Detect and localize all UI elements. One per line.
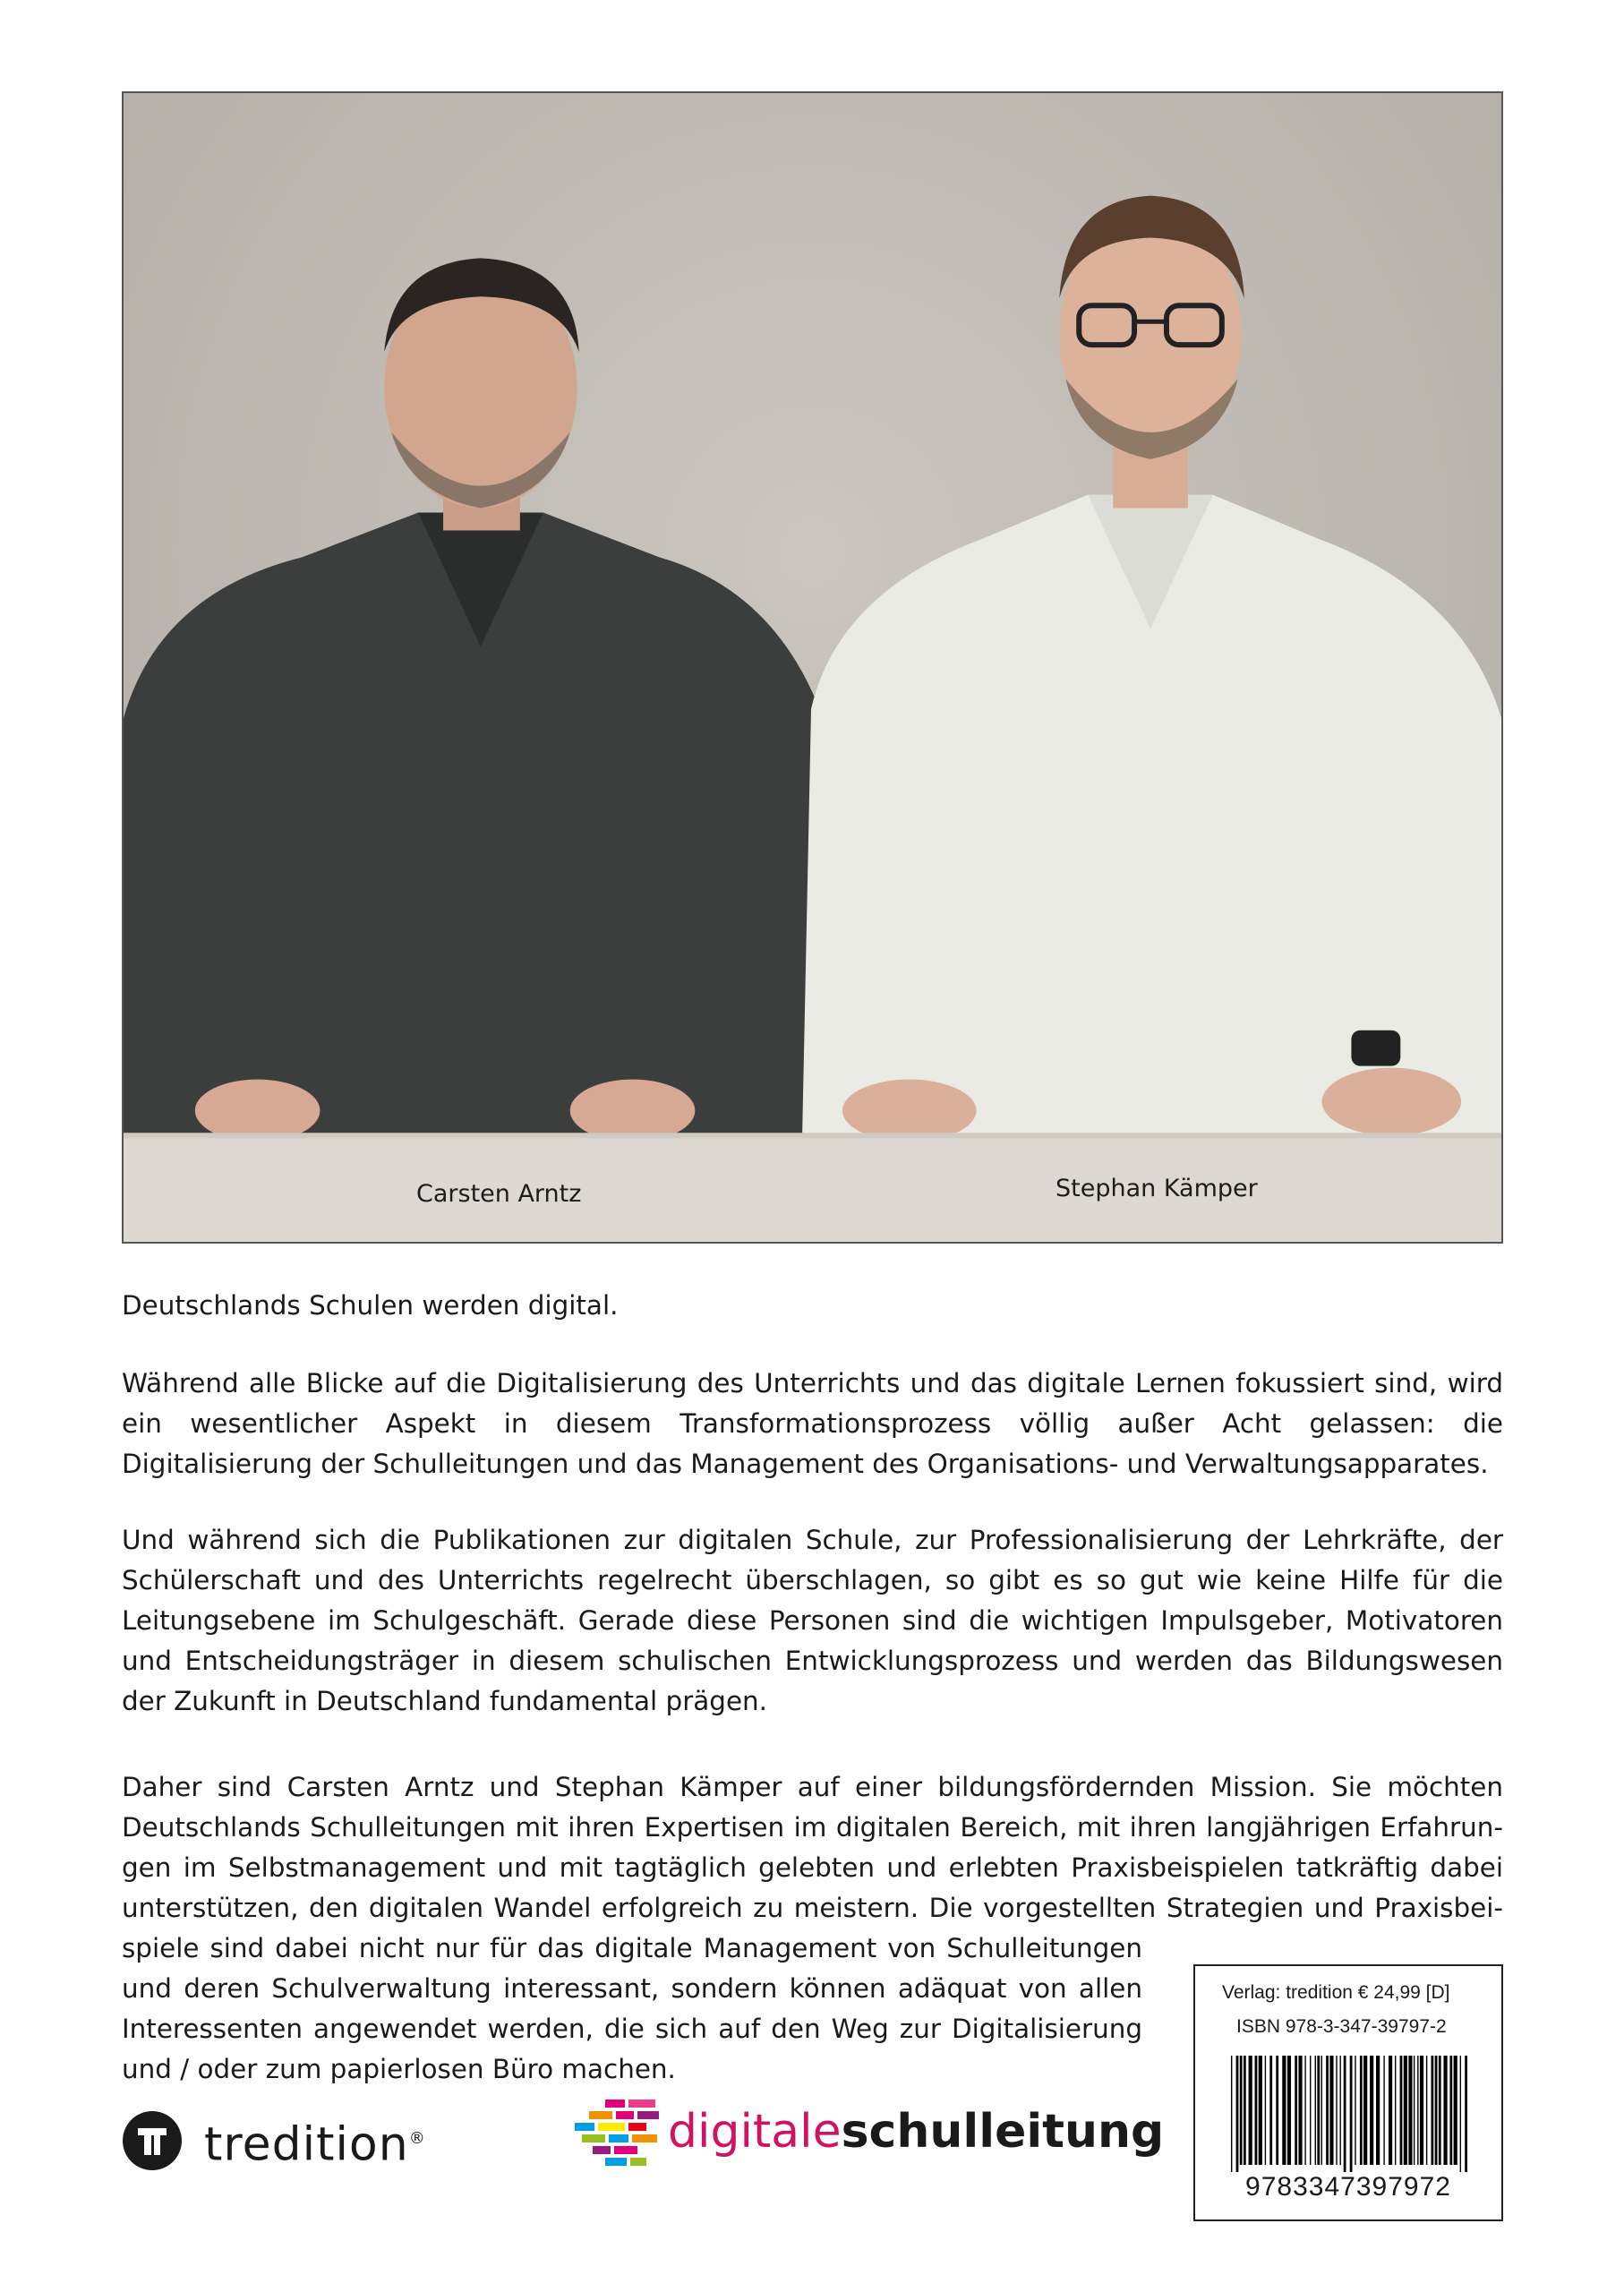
caption-stephan-kaemper: Stephan Kämper	[1056, 1175, 1258, 1202]
isbn-label: ISBN 978-3-347-39797-2	[1236, 2016, 1447, 2037]
dsl-word-digitale: digitale	[668, 2105, 842, 2159]
tredition-mark-icon	[122, 2110, 183, 2171]
blurb-line: Interessenten angewendet werden, die sich auf den Weg zur Digitalisierung	[122, 2014, 1142, 2044]
blurb-line: und / oder zum papierlosen Büro machen.	[122, 2054, 676, 2084]
tredition-text: tredition	[204, 2117, 409, 2172]
tredition-wordmark	[204, 2110, 426, 2173]
blurb-line: spiele sind dabei nicht nur für das digitale Management von Schulleitungen	[122, 1933, 1142, 1963]
blurb-paragraph-3: Und während sich die Publikationen zur digitalen Schule, zur Professionalisierung der Lehrkräfte, der Schülerschaft und des Unterrichts regelrecht überschlagen, so gibt es so gut wie keine Hilfe für die Leitungsebene im Schulgeschäft. Gerade diese Personen sind die wichtigen Impulsgeber, Motivatoren und Entscheidungsträger in diesem schulischen Entwicklungsprozess und werden das Bildungswesen der Zukunft in Deutschland fundamental prägen.	[122, 1525, 1503, 1716]
pixel-blocks-icon	[569, 2098, 663, 2169]
blurb-line: gen im Selbstmanagement und mit tagtäglich gelebten und erlebten Praxisbeispielen tatkräftig dabei	[122, 1852, 1503, 1883]
blurb-text	[122, 1286, 1503, 1757]
blurb-paragraph-1: Deutschlands Schulen werden digital.	[122, 1290, 619, 1321]
blurb-line: unterstützen, den digitalen Wandel erfolgreich zu meistern. Die vorgestellten Strategien und Praxisbei-	[122, 1893, 1503, 1923]
registered-mark: ®	[408, 2129, 426, 2148]
blurb-paragraph-2: Während alle Blicke auf die Digitalisierung des Unterrichts und das digitale Lernen fokussiert sind, wird ein wesentlicher Aspekt in diesem Transformationsprozess völlig außer Acht gelassen: die Digitalisierung der Schulleitungen und das Management des Organisations- und Verwaltungsapparates.	[122, 1368, 1503, 1479]
dsl-wordmark	[668, 2105, 1164, 2159]
author-photo	[122, 91, 1503, 1244]
barcode-box	[1193, 1964, 1503, 2221]
ean-number: 9783347397972	[1245, 2172, 1451, 2202]
blurb-line: Deutschlands Schulleitungen mit ihren Expertisen im digitalen Bereich, mit ihren langjährigen Erfahrun-	[122, 1812, 1503, 1843]
blurb-line: und deren Schulverwaltung interessant, sondern können adäquat von allen	[122, 1973, 1142, 2004]
author-photo-illustration	[124, 93, 1501, 1242]
publisher-price: Verlag: tredition € 24,99 [D]	[1222, 1982, 1450, 2003]
caption-carsten-arntz: Carsten Arntz	[416, 1180, 582, 1208]
dsl-word-schulleitung: schulleitung	[841, 2105, 1165, 2159]
blurb-line: Daher sind Carsten Arntz und Stephan Kämper auf einer bildungsfördernden Mission. Sie möchten	[122, 1772, 1503, 1802]
barcode-icon	[1231, 2056, 1467, 2172]
